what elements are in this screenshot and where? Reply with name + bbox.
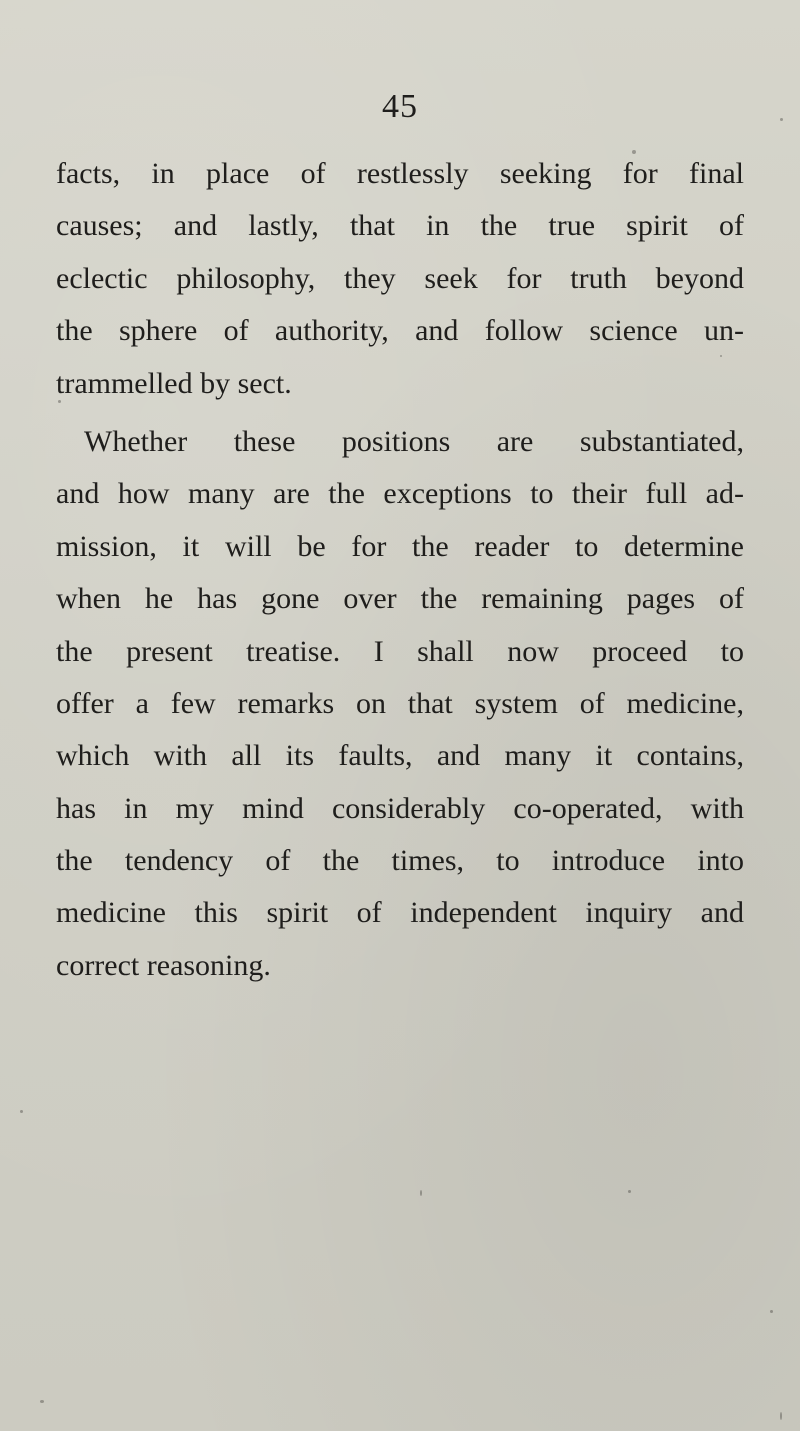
text-line: trammelled by sect.	[56, 366, 292, 400]
paragraph-1	[56, 148, 744, 410]
body-text	[56, 148, 744, 992]
paragraph-2	[56, 416, 744, 992]
text-line: mission, it will be for the reader to determine	[56, 529, 744, 563]
text-line: the tendency of the times, to introduce into	[56, 844, 744, 878]
text-line: the sphere of authority, and follow science un-	[56, 314, 744, 348]
text-line: correct reasoning.	[56, 948, 271, 982]
text-line: eclectic philosophy, they seek for truth beyond	[56, 261, 744, 295]
text-line: Whether these positions are substantiated,	[84, 424, 744, 458]
text-line: when he has gone over the remaining pages of	[56, 582, 744, 616]
paper-speck	[780, 1412, 782, 1420]
paper-speck	[632, 150, 636, 154]
text-line: has in my mind considerably co-operated, with	[56, 791, 744, 825]
paper-speck	[20, 1110, 23, 1113]
paper-speck	[780, 118, 783, 121]
paper-speck	[628, 1190, 631, 1193]
paper-speck	[40, 1400, 44, 1403]
text-line: facts, in place of restlessly seeking for final	[56, 157, 744, 190]
paper-speck	[58, 400, 61, 403]
text-line: offer a few remarks on that system of medicine,	[56, 686, 744, 720]
text-line: and how many are the exceptions to their full ad-	[56, 477, 744, 511]
text-line: which with all its faults, and many it contains,	[56, 739, 744, 773]
text-line: causes; and lastly, that in the true spirit of	[56, 209, 744, 243]
text-line: medicine this spirit of independent inquiry and	[56, 896, 744, 930]
paper-speck	[770, 1310, 773, 1313]
paper-speck	[720, 355, 722, 357]
text-line: the present treatise. I shall now proceed to	[56, 634, 744, 668]
paper-speck	[420, 1190, 422, 1196]
page-number: 45	[382, 88, 418, 125]
